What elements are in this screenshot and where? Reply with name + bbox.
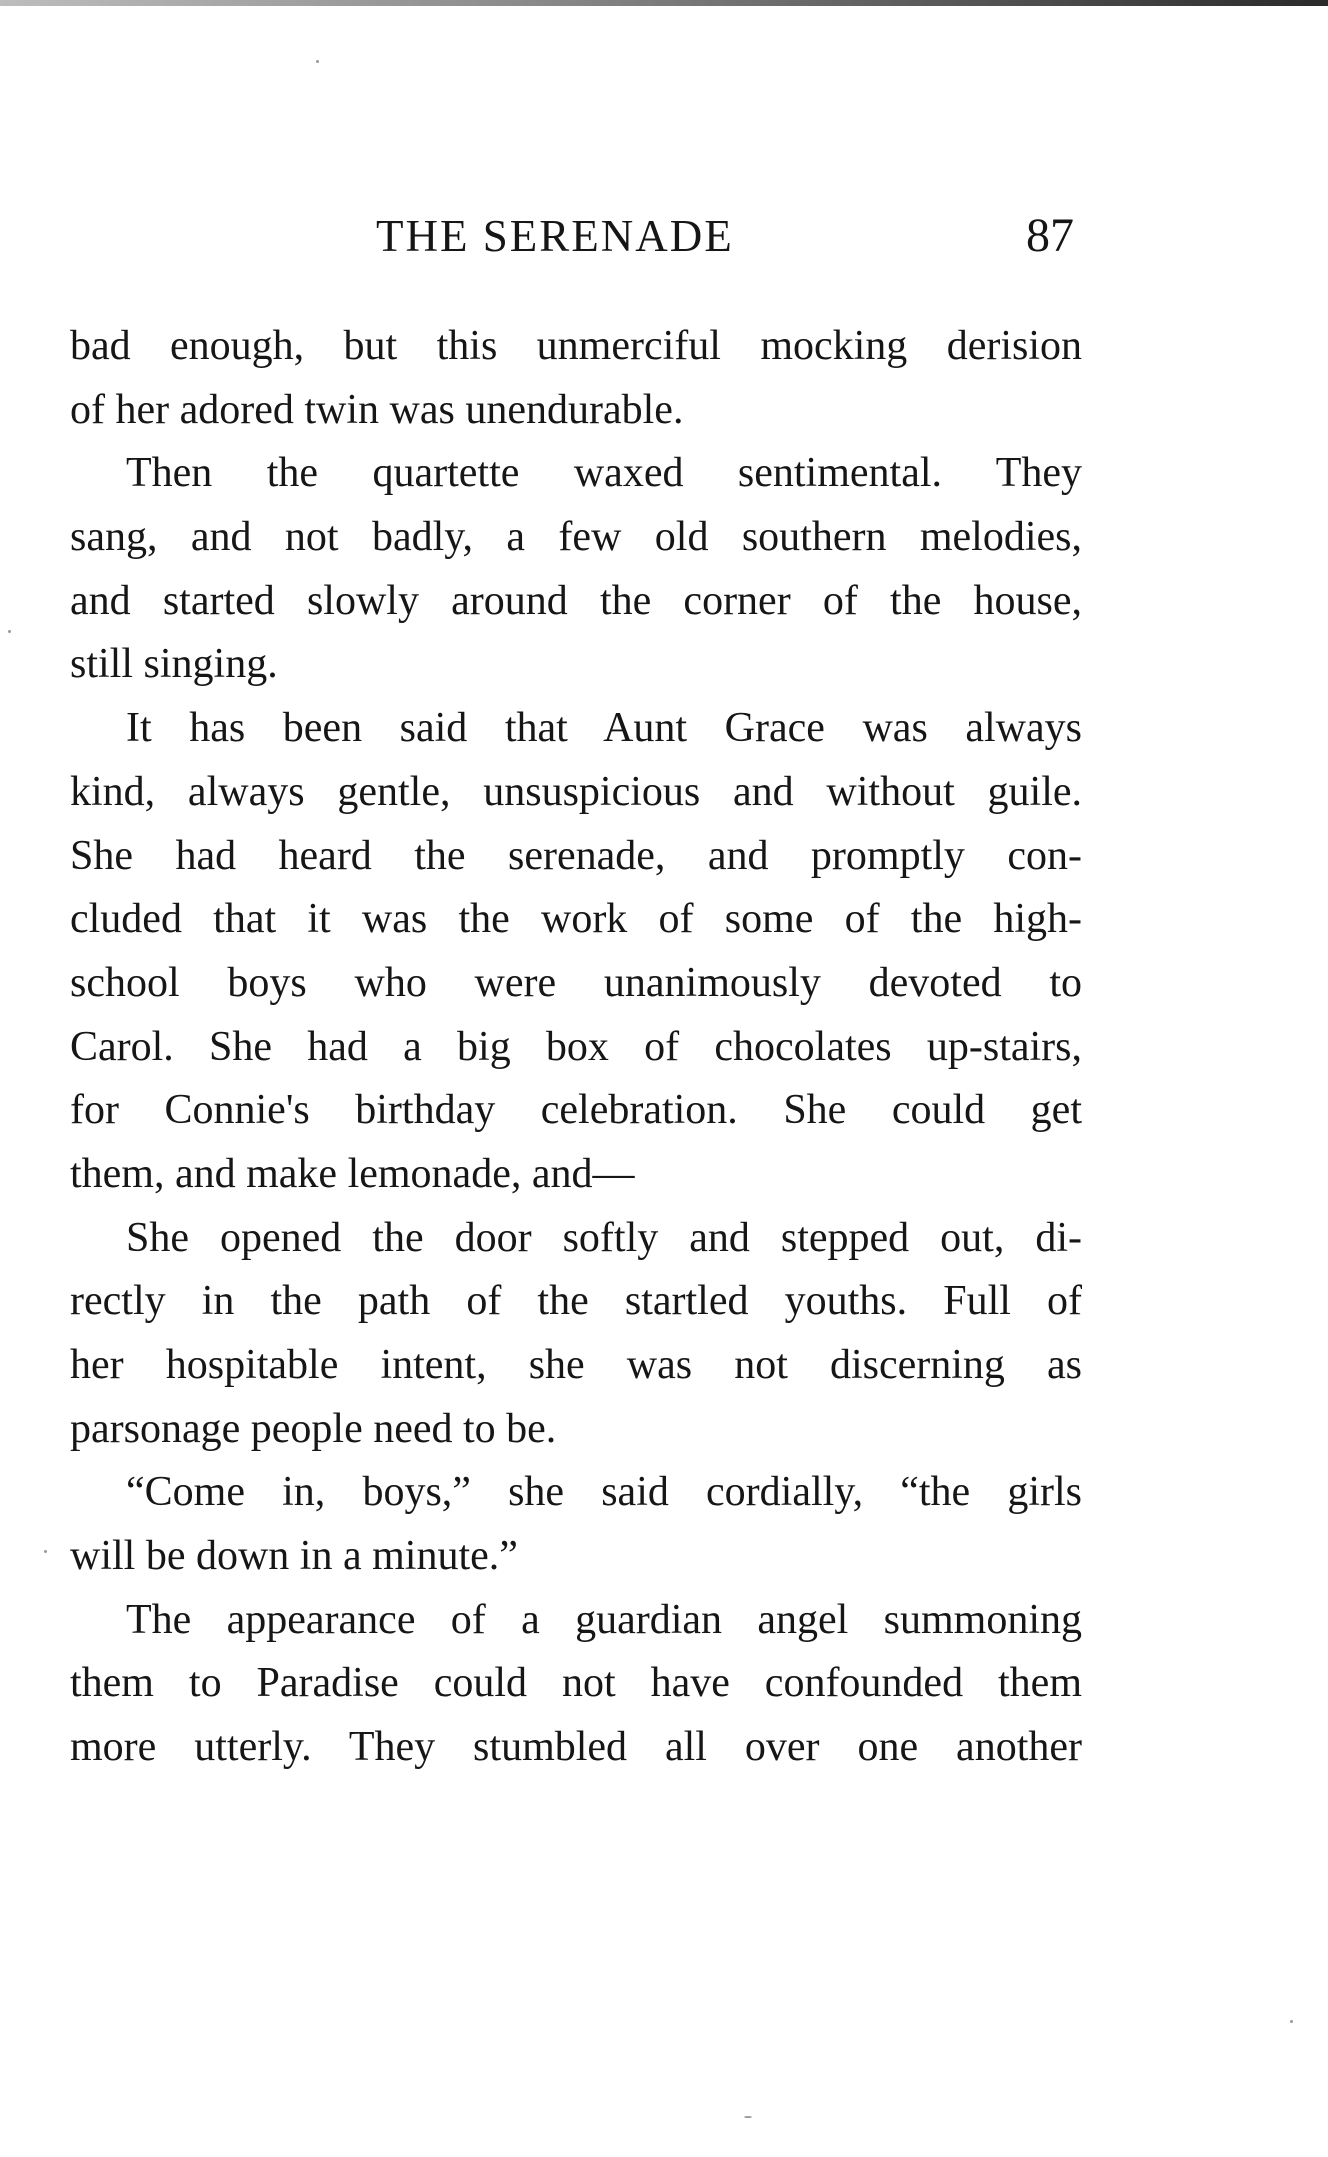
text-line: bad enough, but this unmerciful mocking derision [70,323,1082,369]
text-line: kind, always gentle, unsuspicious and without guile. [70,768,1082,815]
paper-speck [44,1550,47,1553]
page-top-edge [0,0,1328,6]
running-title: THE SERENADE [376,211,734,261]
text-line: The appearance of a guardian angel summoning [126,1596,1082,1643]
text-line: them to Paradise could not have confounded them [70,1660,1082,1707]
text-line: sang, and not badly, a few old southern melodies, [70,514,1082,561]
text-line: still singing. [70,641,278,688]
text-line: rectly in the path of the startled youths. Full of [70,1278,1082,1325]
text-line: Then the quartette waxed sentimental. They [126,450,1082,497]
text-line: will be down in a minute.” [70,1533,518,1580]
text-line: school boys who were unanimously devoted to [70,959,1082,1006]
paper-speck [1290,2020,1293,2023]
text-line: It has been said that Aunt Grace was always [126,705,1082,752]
text-line: them, and make lemonade, and— [70,1150,635,1197]
body-text [70,315,1082,1780]
text-line: “Come in, boys,” she said cordially, “the girls [126,1469,1082,1516]
text-line: cluded that it was the work of some of the high- [70,896,1082,943]
text-line: She had heard the serenade, and promptly con- [70,832,1082,879]
text-line: parsonage people need to be. [70,1405,557,1452]
text-line: She opened the door softly and stepped out, di- [126,1214,1082,1261]
text-line: more utterly. They stumbled all over one another [70,1724,1082,1771]
paper-speck [316,60,319,63]
paper-speck [744,2116,752,2118]
text-line: for Connie's birthday celebration. She could get [70,1087,1082,1134]
text-line: and started slowly around the corner of the house, [70,577,1082,624]
text-line: of her adored twin was unendurable. [70,386,684,433]
page-number: 87 [1026,209,1074,262]
paper-speck [8,630,11,633]
text-line: Carol. She had a big box of chocolates up-stairs, [70,1023,1082,1070]
running-header [0,206,1328,266]
text-line: her hospitable intent, she was not discerning as [70,1342,1082,1388]
